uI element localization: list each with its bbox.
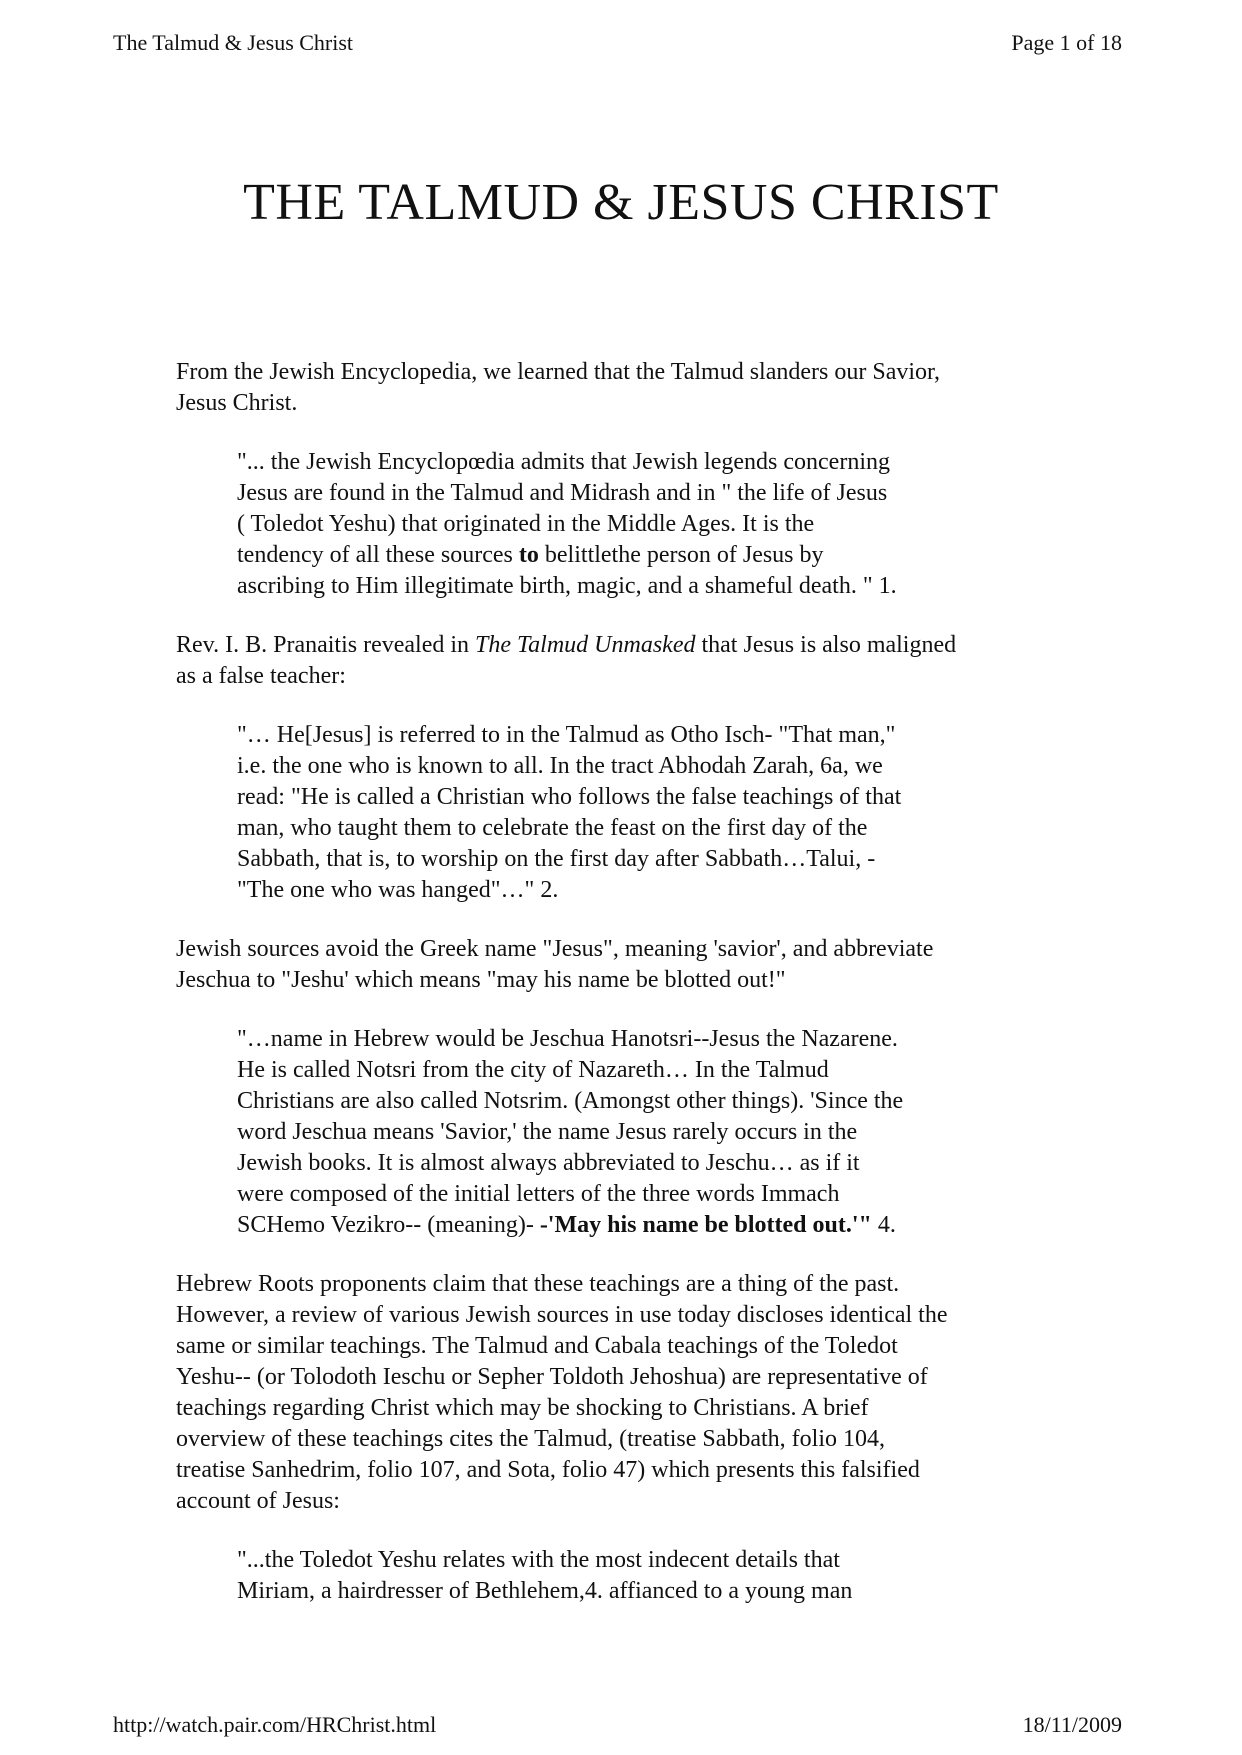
- paragraph-pranaitis: [176, 630, 1076, 692]
- text-line: Christians are also called Notsrim. (Amongst other things). 'Since the: [237, 1088, 904, 1114]
- text-line: He is called Notsri from the city of Nazareth… In the Talmud: [237, 1057, 829, 1083]
- text-line: Jeschua to "Jeshu' which means "may his name be blotted out!": [176, 967, 786, 993]
- text-line: "… He[Jesus] is referred to in the Talmud as Otho Isch- "That man,": [237, 722, 896, 748]
- text-line: teachings regarding Christ which may be shocking to Christians. A brief: [176, 1395, 869, 1421]
- paragraph-hebrew-roots: [176, 1269, 1076, 1517]
- block-quote-toledot-yeshu: [237, 1545, 1007, 1607]
- bold-text: -'May his name be blotted out.'": [539, 1212, 872, 1238]
- text-line: account of Jesus:: [176, 1488, 340, 1514]
- text-line: However, a review of various Jewish sources in use today discloses identical the: [176, 1302, 948, 1328]
- text-line: [176, 630, 1076, 661]
- text-segment: 4.: [871, 1212, 896, 1238]
- text-segment: that Jesus is also maligned: [695, 632, 957, 658]
- bold-text: to: [518, 542, 539, 568]
- page-title: THE TALMUD & JESUS CHRIST: [243, 174, 999, 231]
- paragraph-jewish-sources: [176, 934, 1076, 996]
- header-page-number: Page 1 of 18: [1011, 30, 1122, 55]
- text-line: i.e. the one who is known to all. In the tract Abhodah Zarah, 6a, we: [237, 753, 883, 779]
- text-line: "...the Toledot Yeshu relates with the most indecent details that: [237, 1547, 840, 1573]
- text-line: [237, 1210, 1007, 1241]
- text-line: Sabbath, that is, to worship on the first day after Sabbath…Talui, -: [237, 846, 876, 872]
- text-segment: Rev. I. B. Pranaitis revealed in: [176, 632, 476, 658]
- text-line: Jesus are found in the Talmud and Midrash and in " the life of Jesus: [237, 480, 888, 506]
- text-line: Hebrew Roots proponents claim that these teachings are a thing of the past.: [176, 1271, 900, 1297]
- text-line: From the Jewish Encyclopedia, we learned that the Talmud slanders our Savior,: [176, 359, 941, 385]
- paragraph-intro: [176, 357, 1076, 419]
- text-line: read: "He is called a Christian who follows the false teachings of that: [237, 784, 902, 810]
- book-title: The Talmud Unmasked: [475, 632, 696, 658]
- text-line: treatise Sanhedrim, folio 107, and Sota, folio 47) which presents this falsified: [176, 1457, 920, 1483]
- text-segment: SCHemo Vezikro-- (meaning)-: [237, 1212, 540, 1238]
- text-line: "…name in Hebrew would be Jeschua Hanotsri--Jesus the Nazarene.: [237, 1026, 898, 1052]
- text-line: overview of these teachings cites the Talmud, (treatise Sabbath, folio 104,: [176, 1426, 886, 1452]
- text-line: "The one who was hanged"…" 2.: [237, 877, 559, 903]
- text-line: same or similar teachings. The Talmud and Cabala teachings of the Toledot: [176, 1333, 898, 1359]
- block-quote-otho-isch: [237, 720, 1007, 906]
- text-line: man, who taught them to celebrate the feast on the first day of the: [237, 815, 868, 841]
- block-quote-jeschua: [237, 1024, 1007, 1241]
- text-line: Jewish books. It is almost always abbreviated to Jeschu… as if it: [237, 1150, 860, 1176]
- text-segment: belittlethe person of Jesus by: [538, 542, 824, 568]
- text-line: ascribing to Him illegitimate birth, magic, and a shameful death. " 1.: [237, 573, 897, 599]
- text-segment: tendency of all these sources: [237, 542, 519, 568]
- text-line: Jesus Christ.: [176, 390, 298, 416]
- article-body: [176, 357, 1076, 1635]
- text-line: Yeshu-- (or Tolodoth Ieschu or Sepher Toldoth Jehoshua) are representative of: [176, 1364, 928, 1390]
- footer-url: http://watch.pair.com/HRChrist.html: [113, 1712, 437, 1737]
- text-line: ( Toledot Yeshu) that originated in the Middle Ages. It is the: [237, 511, 815, 537]
- text-line: Jewish sources avoid the Greek name "Jesus", meaning 'savior', and abbreviate: [176, 936, 934, 962]
- text-line: were composed of the initial letters of the three words Immach: [237, 1181, 840, 1207]
- header-document-title: The Talmud & Jesus Christ: [113, 30, 354, 55]
- text-line: "... the Jewish Encyclopœdia admits that Jewish legends concerning: [237, 449, 890, 475]
- footer-date: 18/11/2009: [1022, 1712, 1122, 1737]
- text-line: Miriam, a hairdresser of Bethlehem,4. affianced to a young man: [237, 1578, 853, 1604]
- block-quote-encyclopedia: [237, 447, 1007, 602]
- text-line: word Jeschua means 'Savior,' the name Jesus rarely occurs in the: [237, 1119, 858, 1145]
- text-line: as a false teacher:: [176, 663, 346, 689]
- text-line: [237, 540, 1007, 571]
